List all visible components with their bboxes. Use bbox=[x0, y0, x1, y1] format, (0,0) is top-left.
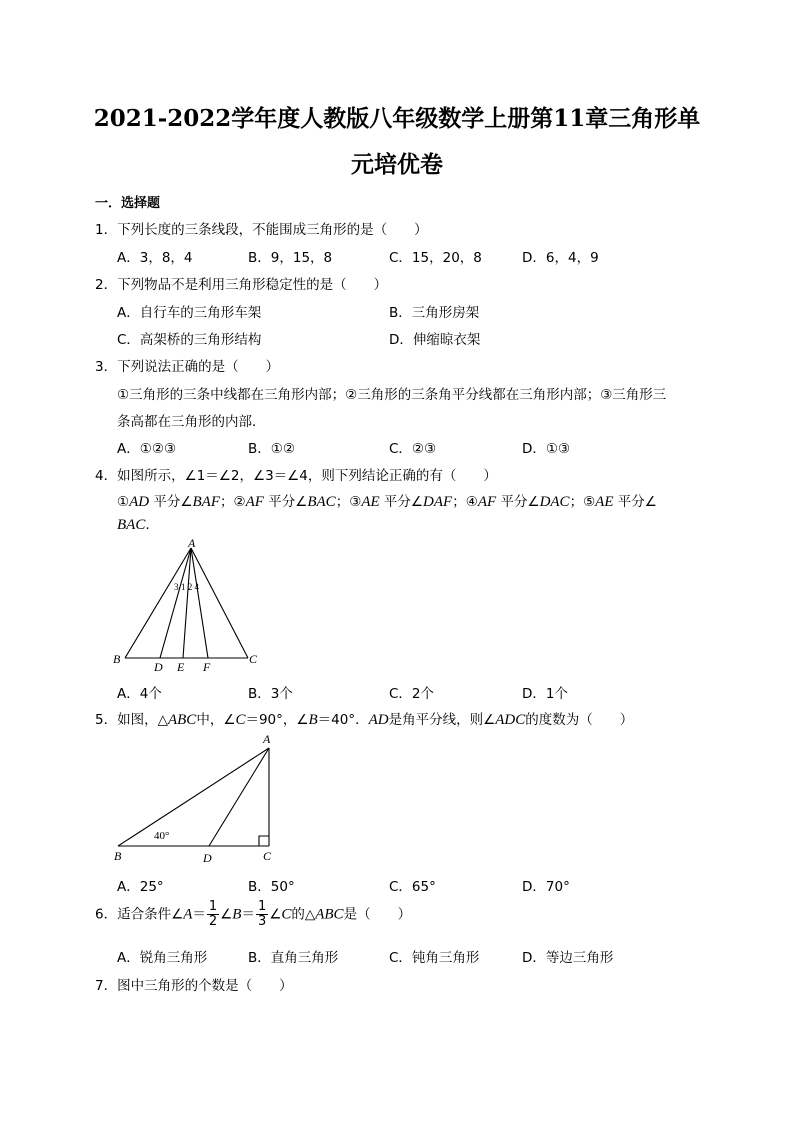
question-3-stem: 3．下列说法正确的是（ ） bbox=[95, 359, 280, 375]
q5-right-triangle-figure bbox=[108, 730, 293, 870]
q3-option-b: B．①② bbox=[248, 441, 295, 457]
q4-label-a: A bbox=[188, 538, 196, 550]
q5-option-d: D．70° bbox=[522, 879, 570, 895]
q4-option-b: B．3个 bbox=[248, 686, 293, 702]
q6-option-a: A．锐角三角形 bbox=[117, 950, 208, 966]
q4-option-a: A．4个 bbox=[117, 686, 162, 702]
q1-option-d: D．6，4，9 bbox=[522, 250, 599, 266]
document-title-line-2: 元培优卷 bbox=[351, 151, 443, 178]
question-3-body-line-2: 条高都在三角形的内部． bbox=[117, 414, 266, 430]
q4-label-b: B bbox=[113, 652, 121, 666]
q5-angle-label: 40° bbox=[154, 830, 170, 842]
q4-label-c: C bbox=[249, 652, 258, 666]
q2-option-d: D．伸缩晾衣架 bbox=[389, 332, 481, 348]
question-2-stem: 2．下列物品不是利用三角形稳定性的是（ ） bbox=[95, 277, 388, 293]
q3-option-d: D．①③ bbox=[522, 441, 571, 457]
section-heading: 一．选择题 bbox=[95, 196, 161, 211]
q4-label-d: D bbox=[154, 660, 163, 674]
q5-label-c: C bbox=[263, 849, 272, 863]
q5-label-a: A bbox=[263, 732, 271, 746]
q5-label-d: D bbox=[203, 851, 212, 865]
q4-option-d: D．1个 bbox=[522, 686, 568, 702]
question-6-stem: 6．适合条件∠A＝ $\frac{1}{2}$ ∠B＝ $\frac{1}{3}$ ∠C的△ABC是（ ） bbox=[95, 899, 412, 929]
q6-option-b: B．直角三角形 bbox=[248, 950, 339, 966]
fraction-one-third: $\frac{1}{3}$ bbox=[257, 899, 267, 929]
q1-option-b: B．9，15，8 bbox=[248, 250, 333, 266]
q5-option-a: A．25° bbox=[117, 879, 164, 895]
q4-label-f: F bbox=[203, 660, 211, 674]
q2-option-c: C．高架桥的三角形结构 bbox=[117, 332, 262, 348]
q5-option-c: C．65° bbox=[389, 879, 436, 895]
document-title-line-1: 2021-2022学年度人教版八年级数学上册第11章三角形单 bbox=[93, 105, 701, 132]
q4-option-c: C．2个 bbox=[389, 686, 435, 702]
q4-label-e: E bbox=[177, 660, 185, 674]
q6-option-d: D．等边三角形 bbox=[522, 950, 614, 966]
q2-option-b: B．三角形房架 bbox=[389, 305, 480, 321]
q6-option-c: C．钝角三角形 bbox=[389, 950, 480, 966]
question-4-stem: 4．如图所示，∠1＝∠2，∠3＝∠4，则下列结论正确的有（ ） bbox=[95, 468, 497, 484]
q1-option-a: A．3，8，4 bbox=[117, 250, 193, 266]
question-7-stem: 7．图中三角形的个数是（ ） bbox=[95, 978, 293, 994]
question-4-statements-line-2: BAC. bbox=[117, 517, 150, 533]
q5-label-b: B bbox=[114, 849, 122, 863]
question-1-stem: 1．下列长度的三条线段，不能围成三角形的是（ ） bbox=[95, 222, 428, 238]
fraction-one-half: $\frac{1}{2}$ bbox=[208, 899, 218, 929]
q3-option-c: C．②③ bbox=[389, 441, 437, 457]
q5-option-b: B．50° bbox=[248, 879, 295, 895]
question-3-body-line-1: ①三角形的三条中线都在三角形内部；②三角形的三条角平分线都在三角形内部；③三角形三 bbox=[117, 387, 667, 403]
q1-option-c: C．15，20，8 bbox=[389, 250, 482, 266]
q2-option-a: A．自行车的三角形车架 bbox=[117, 305, 262, 321]
q4-triangle-figure bbox=[108, 538, 268, 674]
question-5-stem: 5．如图，△ABC中，∠C＝90°，∠B＝40°．AD是角平分线，则∠ADC的度数为（ ） bbox=[95, 712, 634, 728]
q3-option-a: A．①②③ bbox=[117, 441, 177, 457]
q4-angle-labels: 3/1 2 4 bbox=[174, 582, 200, 592]
question-4-statements: ①AD 平分∠BAF；②AF 平分∠BAC；③AE 平分∠DAF；④AF 平分∠DAC；⑤AE 平分∠ bbox=[117, 494, 657, 510]
